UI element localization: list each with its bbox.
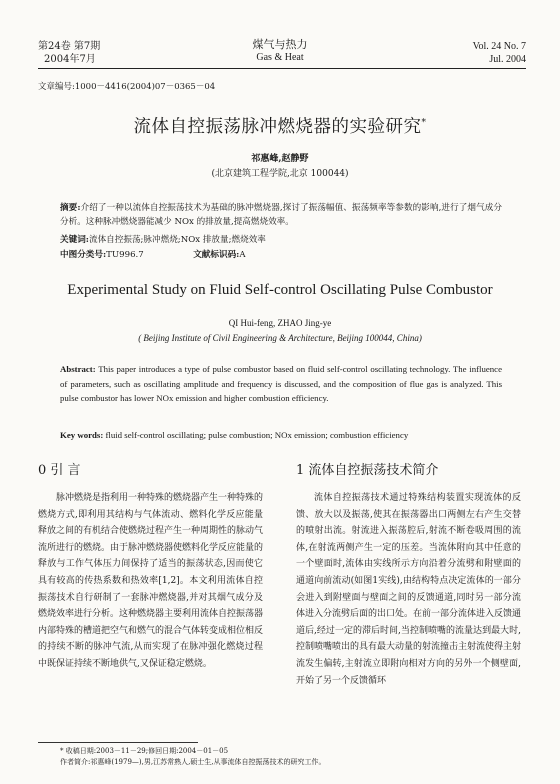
cn-classification	[60, 249, 502, 263]
en-keywords-label: Key words:	[60, 430, 104, 440]
cn-title	[0, 113, 560, 138]
cn-class-value: TU996.7	[106, 250, 144, 260]
en-keywords-text: fluid self-control oscillating; pulse combustion; NOx emission; combustion efficiency	[105, 430, 409, 440]
header-left-line2: 2004年7月	[44, 54, 96, 65]
en-abstract-label: Abstract:	[60, 364, 96, 374]
footnotes	[60, 746, 530, 768]
en-title: Experimental Study on Fluid Self-control Oscillating Pulse Combustor	[67, 282, 493, 298]
en-abstract	[60, 362, 502, 406]
cn-keywords	[60, 234, 502, 248]
footnote-received: * 收稿日期:2003－11－29;修回日期:2004－01－05	[60, 747, 229, 755]
article-number: 文章编号:1000－4416(2004)07－0365－04	[38, 82, 216, 92]
section-1-heading: 1 流体自控振荡技术简介	[296, 463, 439, 478]
cn-title-text: 流体自控振荡脉冲燃烧器的实验研究	[133, 117, 422, 137]
header-right-line1: Vol. 24 No. 7	[472, 41, 526, 52]
footnote-rule	[38, 742, 198, 743]
cn-title-footnote-mark: *	[421, 118, 427, 129]
header-center-line2: Gas & Heat	[256, 52, 304, 63]
cn-doc-label: 文献标识码:	[193, 250, 240, 260]
left-column-text: 脉冲燃烧是指利用一种特殊的燃烧器产生一种特殊的燃烧方式,即利用其结构与气体流动、燃料化学反应能量释放之间的有机结合使燃烧过程产生一种周期性的脉动气流所进行的燃烧。由于脉冲燃烧器使燃料化学反应能量的释放与工作气体压力间保持了适当的振荡状态,因而使它具有较高的传热系数和热效率[1,2]。本文利用流体自控振荡技术自行研制了一套脉冲燃烧器,并对其烟气成分及燃烧效率进行分析。这种燃烧器主要利用流体自控振荡器内部特殊的槽道把空气和燃气的混合气体转变成相位相反的持续不断的脉冲气流,从而实现了在脉冲强化燃烧过程中既保证持续不断地供气,又保证稳定燃烧。	[38, 493, 264, 669]
cn-keywords-text: 流体自控振荡;脉冲燃烧;NOx 排放量;燃烧效率	[88, 235, 266, 245]
cn-keywords-label: 关键词:	[60, 235, 89, 245]
cn-abstract-text: 介绍了一种以流体自控振荡技术为基础的脉冲燃烧器,探讨了振荡幅值、振荡频率等参数的影响,进行了烟气成分分析。这种脉冲燃烧器能减少 NOx 的排放量,提高燃烧效率。	[60, 203, 502, 227]
en-affiliation: ( Beijing Institute of Civil Engineering & Architecture, Beijing 100044, China)	[138, 333, 422, 343]
journal-volume-en	[430, 40, 526, 66]
footnote-author: 作者简介:祁惠峰(1979—),男,江苏常熟人,硕士生,从事流体自控振荡技术的研究工作。	[60, 758, 326, 766]
en-authors: QI Hui-feng, ZHAO Jing-ye	[228, 318, 332, 328]
cn-abstract-label: 摘要:	[60, 203, 81, 213]
cn-abstract	[60, 202, 502, 229]
header-left-line1: 第24卷 第7期	[38, 41, 101, 52]
header-right-line2: Jul. 2004	[489, 54, 526, 65]
section-0-heading: 0 引 言	[38, 463, 81, 478]
header-center-line1: 煤气与热力	[252, 38, 308, 51]
en-keywords	[60, 428, 502, 443]
cn-authors: 祁惠峰,赵静野	[251, 154, 309, 164]
cn-affiliation: (北京建筑工程学院,北京 100044)	[211, 169, 349, 179]
header-rule	[38, 68, 526, 69]
en-abstract-text: This paper introduces a type of pulse combustor based on fluid self-control oscillating technology. The influence of parameters, such as oscillating amplitude and frequency is discussed, and the composition of flue gas is analyzed. This pulse combustor has lower NOx emission and higher combustion efficiency.	[60, 364, 502, 404]
cn-doc-value: A	[239, 250, 246, 260]
right-column-text: 流体自控振荡技术通过特殊结构装置实现流体的反馈、放大以及振荡,使其在振荡器出口两侧左右产生交替的喷射出流。射流进入振荡腔后,射流不断卷吸周围的流体,在射流两侧产生一定的压差。当流体附向其中任意的一个壁面时,流体由实线所示方向沿着分流劈和附壁面的通道向前流动(如图1实线),由结构特点决定流体的一部分会进入到附壁面与壁面之间的反馈通道,同时另一部分流体进入分流劈后面的出口处。在前一部分流体进入反馈通道后,经过一定的滞后时间,当控制喷嘴的流量达到最大时,控制喷嘴喷出的具有最大动量的射流撞击主射流使得主射流发生偏转,主射流立即附向相对方向的另外一个侧壁面,开始了另一个反馈循环	[296, 493, 522, 686]
cn-class-label: 中图分类号:	[60, 250, 107, 260]
